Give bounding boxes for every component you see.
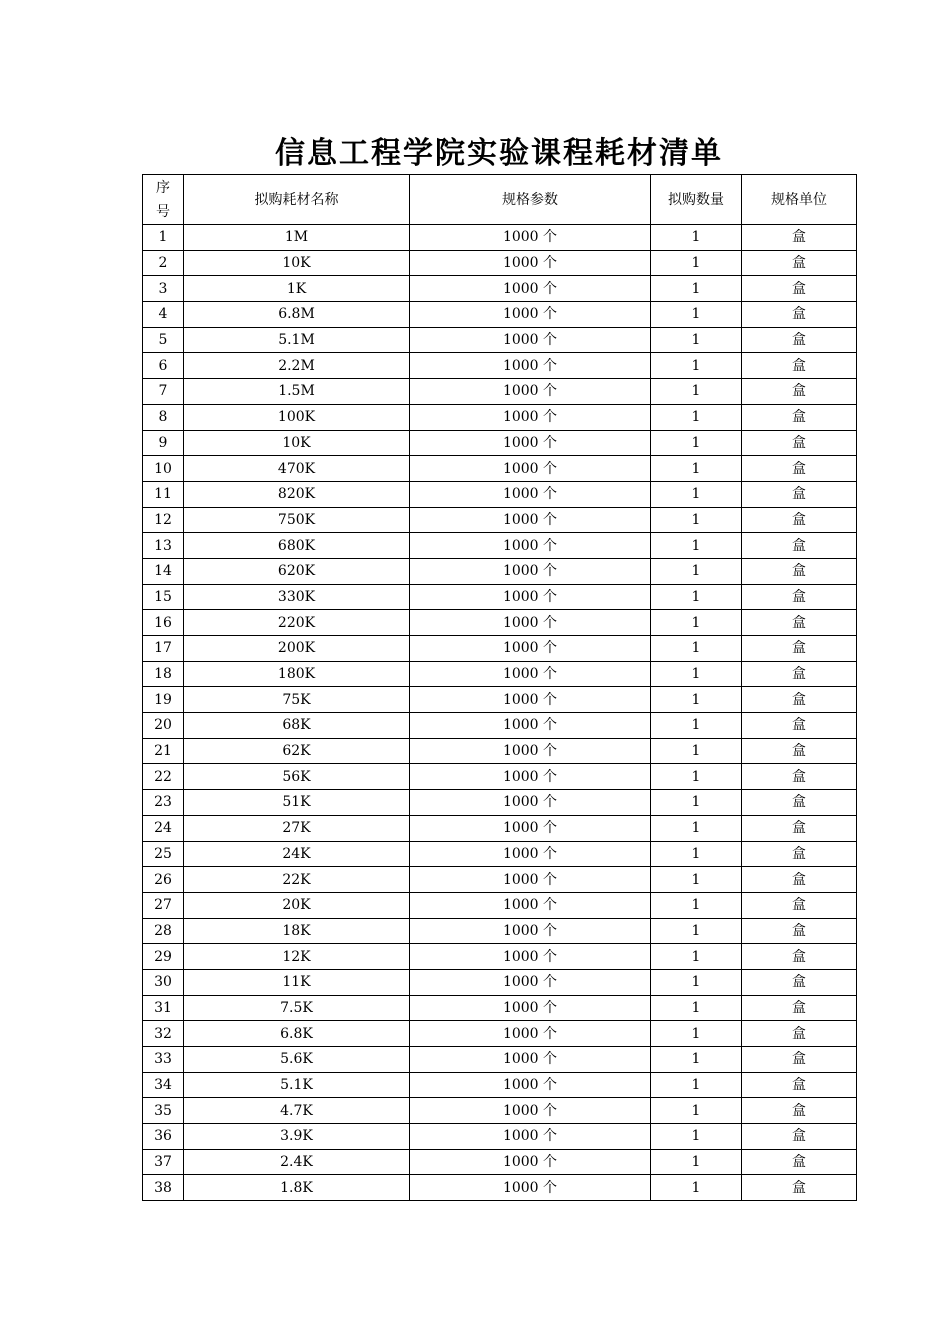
- table-row: [143, 250, 857, 276]
- seq-cell: 31: [143, 995, 184, 1021]
- name-cell: 100K: [184, 404, 410, 430]
- name-cell: 24K: [184, 841, 410, 867]
- header-name: 拟购耗材名称: [184, 175, 410, 225]
- table-row: [143, 969, 857, 995]
- spec-cell: 1000 个: [410, 713, 651, 739]
- spec-cell: 1000 个: [410, 250, 651, 276]
- quantity-cell: 1: [651, 1021, 742, 1047]
- unit-cell: 盒: [742, 815, 857, 841]
- quantity-cell: 1: [651, 815, 742, 841]
- table-row: [143, 1098, 857, 1124]
- spec-cell: 1000 个: [410, 327, 651, 353]
- table-row: [143, 430, 857, 456]
- unit-cell: 盒: [742, 713, 857, 739]
- seq-cell: 6: [143, 353, 184, 379]
- seq-cell: 7: [143, 379, 184, 405]
- seq-cell: 35: [143, 1098, 184, 1124]
- name-cell: 10K: [184, 250, 410, 276]
- name-cell: 620K: [184, 558, 410, 584]
- quantity-cell: 1: [651, 610, 742, 636]
- quantity-cell: 1: [651, 1149, 742, 1175]
- table-row: [143, 353, 857, 379]
- spec-cell: 1000 个: [410, 918, 651, 944]
- spec-cell: 1000 个: [410, 1124, 651, 1150]
- name-cell: 470K: [184, 456, 410, 482]
- unit-cell: 盒: [742, 276, 857, 302]
- spec-cell: 1000 个: [410, 302, 651, 328]
- table-row: [143, 1149, 857, 1175]
- seq-cell: 20: [143, 713, 184, 739]
- table-row: [143, 533, 857, 559]
- seq-cell: 16: [143, 610, 184, 636]
- seq-cell: 33: [143, 1047, 184, 1073]
- seq-cell: 29: [143, 944, 184, 970]
- seq-cell: 24: [143, 815, 184, 841]
- name-cell: 680K: [184, 533, 410, 559]
- name-cell: 20K: [184, 892, 410, 918]
- name-cell: 18K: [184, 918, 410, 944]
- spec-cell: 1000 个: [410, 687, 651, 713]
- quantity-cell: 1: [651, 1124, 742, 1150]
- quantity-cell: 1: [651, 944, 742, 970]
- table-row: [143, 713, 857, 739]
- unit-cell: 盒: [742, 481, 857, 507]
- table-header-row: [143, 175, 857, 225]
- name-cell: 10K: [184, 430, 410, 456]
- quantity-cell: 1: [651, 918, 742, 944]
- quantity-cell: 1: [651, 1098, 742, 1124]
- seq-cell: 1: [143, 225, 184, 251]
- table-row: [143, 507, 857, 533]
- quantity-cell: 1: [651, 250, 742, 276]
- seq-cell: 38: [143, 1175, 184, 1201]
- quantity-cell: 1: [651, 584, 742, 610]
- table-row: [143, 918, 857, 944]
- quantity-cell: 1: [651, 969, 742, 995]
- unit-cell: 盒: [742, 1072, 857, 1098]
- header-unit: 规格单位: [742, 175, 857, 225]
- table-row: [143, 687, 857, 713]
- seq-cell: 34: [143, 1072, 184, 1098]
- name-cell: 27K: [184, 815, 410, 841]
- quantity-cell: 1: [651, 404, 742, 430]
- spec-cell: 1000 个: [410, 790, 651, 816]
- quantity-cell: 1: [651, 892, 742, 918]
- quantity-cell: 1: [651, 327, 742, 353]
- quantity-cell: 1: [651, 558, 742, 584]
- spec-cell: 1000 个: [410, 1021, 651, 1047]
- seq-cell: 22: [143, 764, 184, 790]
- seq-cell: 12: [143, 507, 184, 533]
- spec-cell: 1000 个: [410, 1098, 651, 1124]
- unit-cell: 盒: [742, 841, 857, 867]
- spec-cell: 1000 个: [410, 867, 651, 893]
- spec-cell: 1000 个: [410, 969, 651, 995]
- spec-cell: 1000 个: [410, 533, 651, 559]
- name-cell: 2.4K: [184, 1149, 410, 1175]
- seq-cell: 21: [143, 738, 184, 764]
- table-row: [143, 867, 857, 893]
- spec-cell: 1000 个: [410, 456, 651, 482]
- quantity-cell: 1: [651, 764, 742, 790]
- name-cell: 4.7K: [184, 1098, 410, 1124]
- seq-cell: 19: [143, 687, 184, 713]
- spec-cell: 1000 个: [410, 379, 651, 405]
- table-row: [143, 995, 857, 1021]
- unit-cell: 盒: [742, 379, 857, 405]
- spec-cell: 1000 个: [410, 1072, 651, 1098]
- spec-cell: 1000 个: [410, 995, 651, 1021]
- unit-cell: 盒: [742, 969, 857, 995]
- name-cell: 200K: [184, 636, 410, 662]
- table-row: [143, 481, 857, 507]
- name-cell: 1M: [184, 225, 410, 251]
- table-row: [143, 790, 857, 816]
- unit-cell: 盒: [742, 995, 857, 1021]
- seq-cell: 28: [143, 918, 184, 944]
- unit-cell: 盒: [742, 1149, 857, 1175]
- quantity-cell: 1: [651, 661, 742, 687]
- quantity-cell: 1: [651, 276, 742, 302]
- name-cell: 220K: [184, 610, 410, 636]
- spec-cell: 1000 个: [410, 507, 651, 533]
- table-row: [143, 584, 857, 610]
- name-cell: 180K: [184, 661, 410, 687]
- table-row: [143, 1047, 857, 1073]
- table-row: [143, 738, 857, 764]
- quantity-cell: 1: [651, 225, 742, 251]
- name-cell: 6.8K: [184, 1021, 410, 1047]
- header-spec: 规格参数: [410, 175, 651, 225]
- quantity-cell: 1: [651, 790, 742, 816]
- quantity-cell: 1: [651, 995, 742, 1021]
- spec-cell: 1000 个: [410, 430, 651, 456]
- quantity-cell: 1: [651, 713, 742, 739]
- table-row: [143, 456, 857, 482]
- unit-cell: 盒: [742, 558, 857, 584]
- quantity-cell: 1: [651, 302, 742, 328]
- spec-cell: 1000 个: [410, 276, 651, 302]
- unit-cell: 盒: [742, 404, 857, 430]
- table-row: [143, 661, 857, 687]
- unit-cell: 盒: [742, 250, 857, 276]
- header-quantity: 拟购数量: [651, 175, 742, 225]
- seq-cell: 32: [143, 1021, 184, 1047]
- name-cell: 22K: [184, 867, 410, 893]
- unit-cell: 盒: [742, 327, 857, 353]
- unit-cell: 盒: [742, 610, 857, 636]
- spec-cell: 1000 个: [410, 1175, 651, 1201]
- name-cell: 1.8K: [184, 1175, 410, 1201]
- table-row: [143, 815, 857, 841]
- seq-cell: 23: [143, 790, 184, 816]
- seq-cell: 14: [143, 558, 184, 584]
- name-cell: 6.8M: [184, 302, 410, 328]
- seq-cell: 2: [143, 250, 184, 276]
- quantity-cell: 1: [651, 430, 742, 456]
- unit-cell: 盒: [742, 867, 857, 893]
- spec-cell: 1000 个: [410, 225, 651, 251]
- table-row: [143, 636, 857, 662]
- unit-cell: 盒: [742, 764, 857, 790]
- unit-cell: 盒: [742, 636, 857, 662]
- unit-cell: 盒: [742, 507, 857, 533]
- table-row: [143, 1175, 857, 1201]
- name-cell: 11K: [184, 969, 410, 995]
- unit-cell: 盒: [742, 892, 857, 918]
- table-row: [143, 1124, 857, 1150]
- spec-cell: 1000 个: [410, 636, 651, 662]
- spec-cell: 1000 个: [410, 815, 651, 841]
- consumables-table: [142, 174, 857, 1201]
- spec-cell: 1000 个: [410, 661, 651, 687]
- seq-cell: 17: [143, 636, 184, 662]
- quantity-cell: 1: [651, 687, 742, 713]
- name-cell: 3.9K: [184, 1124, 410, 1150]
- name-cell: 5.1M: [184, 327, 410, 353]
- seq-cell: 5: [143, 327, 184, 353]
- table-row: [143, 558, 857, 584]
- seq-cell: 10: [143, 456, 184, 482]
- table-row: [143, 1072, 857, 1098]
- seq-cell: 8: [143, 404, 184, 430]
- unit-cell: 盒: [742, 430, 857, 456]
- spec-cell: 1000 个: [410, 1149, 651, 1175]
- table-row: [143, 610, 857, 636]
- table-row: [143, 841, 857, 867]
- seq-cell: 18: [143, 661, 184, 687]
- seq-cell: 27: [143, 892, 184, 918]
- unit-cell: 盒: [742, 1021, 857, 1047]
- seq-cell: 15: [143, 584, 184, 610]
- table-row: [143, 302, 857, 328]
- name-cell: 750K: [184, 507, 410, 533]
- unit-cell: 盒: [742, 584, 857, 610]
- seq-cell: 13: [143, 533, 184, 559]
- table-row: [143, 327, 857, 353]
- unit-cell: 盒: [742, 687, 857, 713]
- quantity-cell: 1: [651, 353, 742, 379]
- spec-cell: 1000 个: [410, 558, 651, 584]
- spec-cell: 1000 个: [410, 892, 651, 918]
- table-row: [143, 379, 857, 405]
- name-cell: 330K: [184, 584, 410, 610]
- name-cell: 12K: [184, 944, 410, 970]
- quantity-cell: 1: [651, 456, 742, 482]
- unit-cell: 盒: [742, 353, 857, 379]
- unit-cell: 盒: [742, 790, 857, 816]
- quantity-cell: 1: [651, 507, 742, 533]
- name-cell: 75K: [184, 687, 410, 713]
- unit-cell: 盒: [742, 918, 857, 944]
- spec-cell: 1000 个: [410, 481, 651, 507]
- spec-cell: 1000 个: [410, 841, 651, 867]
- document-title: 信息工程学院实验课程耗材清单: [275, 136, 723, 171]
- quantity-cell: 1: [651, 636, 742, 662]
- name-cell: 820K: [184, 481, 410, 507]
- name-cell: 62K: [184, 738, 410, 764]
- seq-cell: 11: [143, 481, 184, 507]
- name-cell: 1.5M: [184, 379, 410, 405]
- unit-cell: 盒: [742, 1098, 857, 1124]
- spec-cell: 1000 个: [410, 584, 651, 610]
- name-cell: 5.1K: [184, 1072, 410, 1098]
- spec-cell: 1000 个: [410, 610, 651, 636]
- quantity-cell: 1: [651, 841, 742, 867]
- spec-cell: 1000 个: [410, 738, 651, 764]
- spec-cell: 1000 个: [410, 353, 651, 379]
- name-cell: 5.6K: [184, 1047, 410, 1073]
- quantity-cell: 1: [651, 1047, 742, 1073]
- seq-cell: 36: [143, 1124, 184, 1150]
- unit-cell: 盒: [742, 1175, 857, 1201]
- unit-cell: 盒: [742, 1124, 857, 1150]
- unit-cell: 盒: [742, 456, 857, 482]
- unit-cell: 盒: [742, 225, 857, 251]
- spec-cell: 1000 个: [410, 404, 651, 430]
- quantity-cell: 1: [651, 1072, 742, 1098]
- unit-cell: 盒: [742, 533, 857, 559]
- unit-cell: 盒: [742, 661, 857, 687]
- name-cell: 51K: [184, 790, 410, 816]
- name-cell: 1K: [184, 276, 410, 302]
- quantity-cell: 1: [651, 1175, 742, 1201]
- unit-cell: 盒: [742, 738, 857, 764]
- table-row: [143, 1021, 857, 1047]
- seq-cell: 4: [143, 302, 184, 328]
- quantity-cell: 1: [651, 379, 742, 405]
- table-row: [143, 404, 857, 430]
- unit-cell: 盒: [742, 944, 857, 970]
- unit-cell: 盒: [742, 1047, 857, 1073]
- name-cell: 2.2M: [184, 353, 410, 379]
- name-cell: 56K: [184, 764, 410, 790]
- table-row: [143, 892, 857, 918]
- seq-cell: 3: [143, 276, 184, 302]
- table-row: [143, 276, 857, 302]
- spec-cell: 1000 个: [410, 764, 651, 790]
- seq-cell: 37: [143, 1149, 184, 1175]
- quantity-cell: 1: [651, 481, 742, 507]
- quantity-cell: 1: [651, 533, 742, 559]
- header-seq: 序号: [143, 175, 184, 225]
- unit-cell: 盒: [742, 302, 857, 328]
- table-row: [143, 944, 857, 970]
- name-cell: 68K: [184, 713, 410, 739]
- spec-cell: 1000 个: [410, 1047, 651, 1073]
- name-cell: 7.5K: [184, 995, 410, 1021]
- table-row: [143, 225, 857, 251]
- quantity-cell: 1: [651, 738, 742, 764]
- quantity-cell: 1: [651, 867, 742, 893]
- seq-cell: 30: [143, 969, 184, 995]
- seq-cell: 26: [143, 867, 184, 893]
- spec-cell: 1000 个: [410, 944, 651, 970]
- table-row: [143, 764, 857, 790]
- seq-cell: 9: [143, 430, 184, 456]
- seq-cell: 25: [143, 841, 184, 867]
